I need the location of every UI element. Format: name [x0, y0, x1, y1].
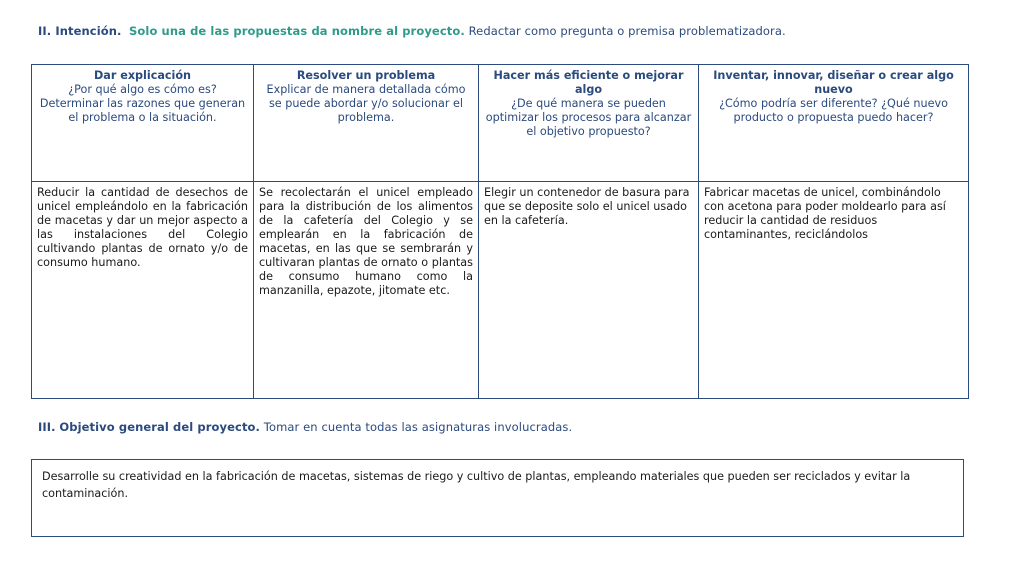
header-cell-explanation — [32, 65, 254, 182]
table-proposal-row — [32, 182, 969, 399]
section-2-instruction: Redactar como pregunta o premisa problematizadora. — [468, 24, 786, 38]
header-cell-invent — [699, 65, 969, 182]
section-3-heading — [38, 420, 572, 434]
proposal-cell-improve: Elegir un contenedor de basura para que se deposite solo el unicel usado en la cafetería. — [479, 182, 699, 399]
column-description: Explicar de manera detallada cómo se puede abordar y/o solucionar el problema. — [266, 83, 466, 124]
section-2-number: II. Intención. — [38, 24, 122, 38]
header-cell-improve — [479, 65, 699, 182]
column-title: Hacer más eficiente o mejorar algo — [493, 69, 684, 96]
objective-box — [31, 459, 964, 537]
section-3-instruction: Tomar en cuenta todas las asignaturas involucradas. — [263, 420, 573, 434]
header-cell-solve — [254, 65, 479, 182]
proposal-cell-explanation: Reducir la cantidad de desechos de unicel empleándolo en la fabricación de macetas y dar un mejor aspecto a las instalaciones del Colegio cultivando plantas de ornato y/o de consumo humano. — [32, 182, 254, 399]
column-title: Resolver un problema — [296, 69, 436, 82]
proposal-cell-solve: Se recolectarán el unicel empleado para la distribución de los alimentos de la cafetería del Colegio y se emplearán en la fabricación de macetas, en las que se sembrarán y cultivaran plantas de ornato o plantas de consumo humano como la manzanilla, epazote, jitomate etc. — [254, 182, 479, 399]
section-2-heading — [38, 24, 786, 38]
column-description: ¿Cómo podría ser diferente? ¿Qué nuevo producto o propuesta puedo hacer? — [719, 97, 948, 124]
objective-text: Desarrolle su creatividad en la fabricación de macetas, sistemas de riego y cultivo de plantas, empleando materiales que pueden ser reciclados y evitar la contaminación. — [42, 470, 911, 500]
proposal-cell-invent: Fabricar macetas de unicel, combinándolo con acetona para poder moldearlo para así reducir la cantidad de residuos contaminantes, reciclándolos — [699, 182, 969, 399]
section-3-title: Objetivo general del proyecto. — [59, 420, 261, 434]
table-header-row — [32, 65, 969, 182]
column-title: Dar explicación — [93, 69, 192, 82]
section-2-highlight: Solo una de las propuestas da nombre al proyecto. — [129, 24, 465, 38]
section-3-number: III. — [38, 420, 56, 434]
column-description: ¿De qué manera se pueden optimizar los procesos para alcanzar el objetivo propuesto? — [485, 97, 692, 138]
column-description: ¿Por qué algo es cómo es? Determinar las razones que generan el problema o la situación. — [39, 83, 246, 124]
column-title: Inventar, innovar, diseñar o crear algo nuevo — [713, 69, 954, 96]
intention-table — [31, 64, 969, 399]
